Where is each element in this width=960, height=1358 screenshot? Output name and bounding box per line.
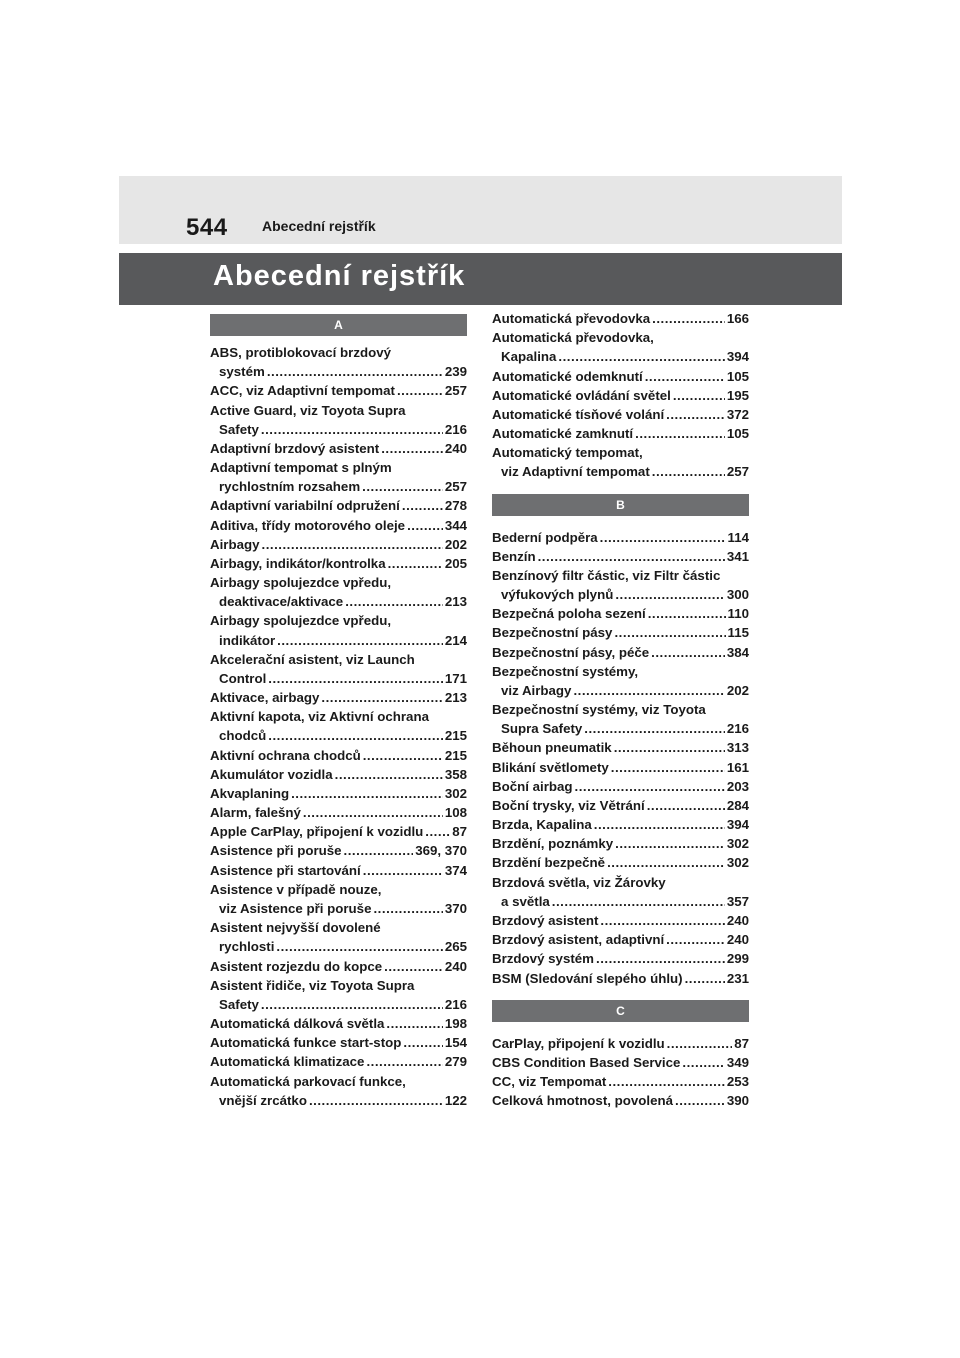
dot-leader [291, 784, 443, 803]
page-reference: 257 [444, 383, 467, 399]
index-term: Bederní podpěra [492, 529, 598, 545]
dot-leader [397, 381, 443, 400]
page-reference: 108 [444, 805, 467, 821]
dot-leader [584, 719, 725, 738]
dot-leader [596, 949, 725, 968]
index-entry [492, 528, 749, 547]
index-term: Asistence při startování [210, 862, 361, 878]
index-entry [210, 381, 467, 400]
letter-header-a: A [210, 314, 467, 336]
page-reference: 358 [444, 766, 467, 782]
index-term: Boční airbag [492, 778, 573, 794]
page-reference: 394 [726, 817, 749, 833]
page-reference: 390 [726, 1093, 749, 1109]
page-reference: 202 [444, 536, 467, 552]
index-entry [492, 969, 749, 988]
dot-leader [425, 822, 450, 841]
page-reference: 349 [726, 1054, 749, 1070]
dot-leader [607, 853, 725, 872]
page-reference: 122 [444, 1092, 467, 1108]
dot-leader [335, 765, 443, 784]
index-entry [210, 803, 467, 822]
dot-leader [552, 892, 725, 911]
page-reference: 105 [726, 368, 749, 384]
page-reference: 299 [726, 951, 749, 967]
index-term: Bezpečnostní pásy [492, 625, 613, 641]
page-reference: 215 [444, 747, 467, 763]
index-entry [492, 623, 749, 642]
index-entry [210, 880, 467, 918]
index-term: Akcelerační asistent, viz Launch [210, 651, 415, 667]
index-subterm: deaktivace/aktivace [219, 594, 344, 610]
index-entry [492, 873, 749, 911]
dot-leader [666, 405, 725, 424]
index-entry [210, 401, 467, 439]
index-term: Automatické tísňové volání [492, 406, 665, 422]
index-column-left [210, 318, 467, 1110]
index-term: BSM (Sledování slepého úhlu) [492, 970, 683, 986]
dot-leader [651, 643, 725, 662]
page-reference: 278 [444, 498, 467, 514]
index-term: Benzín [492, 548, 536, 564]
index-entry [492, 443, 749, 481]
index-entry [492, 662, 749, 700]
index-subterm: rychlostním rozsahem [219, 479, 361, 495]
index-entry [210, 439, 467, 458]
page-reference: 198 [444, 1016, 467, 1032]
index-term: Brzdový systém [492, 951, 594, 967]
dot-leader [321, 688, 442, 707]
index-term: Asistence v případě nouze, [210, 881, 382, 897]
index-entry [492, 405, 749, 424]
index-subterm: rychlosti [219, 939, 275, 955]
dot-leader [261, 995, 443, 1014]
index-term: Brzdění, poznámky [492, 836, 614, 852]
index-term: Bezpečnostní pásy, péče [492, 644, 650, 660]
page-reference: 253 [726, 1074, 749, 1090]
index-term: Asistent nejvyšší dovolené [210, 920, 381, 936]
index-subterm: indikátor [219, 632, 276, 648]
dot-leader [262, 535, 443, 554]
index-entry [210, 918, 467, 956]
index-term: Brzdová světla, viz Žárovky [492, 874, 666, 890]
index-term: Boční trysky, viz Větrání [492, 797, 645, 813]
index-term: Adaptivní variabilní odpružení [210, 498, 400, 514]
index-term: Adaptivní brzdový asistent [210, 440, 380, 456]
dot-leader [645, 367, 725, 386]
index-term: Automatická převodovka, [492, 330, 654, 346]
index-entry [210, 746, 467, 765]
page-number: 544 [186, 214, 228, 241]
page-reference: 87 [452, 824, 467, 840]
dot-leader [614, 738, 725, 757]
index-entry [210, 822, 467, 841]
dot-leader [403, 1033, 442, 1052]
index-entry [210, 650, 467, 688]
page-reference: 344 [444, 517, 467, 533]
index-entry [210, 535, 467, 554]
page-reference: 203 [726, 778, 749, 794]
index-entry [492, 796, 749, 815]
index-entry [492, 815, 749, 834]
index-term: Benzínový filtr částic, viz Filtr částic [492, 567, 721, 583]
index-entry [492, 424, 749, 443]
index-entry [210, 765, 467, 784]
index-term: Adaptivní tempomat s plným [210, 460, 392, 476]
index-entry [210, 554, 467, 573]
index-term: Automatické ovládání světel [492, 387, 671, 403]
page-reference: 105 [726, 426, 749, 442]
page-reference: 154 [444, 1035, 467, 1051]
index-term: Aktivní kapota, viz Aktivní ochrana [210, 709, 429, 725]
index-term: ABS, protiblokovací brzdový [210, 345, 392, 360]
index-term: Alarm, falešný [210, 805, 301, 821]
index-entry [210, 707, 467, 745]
dot-leader [648, 604, 726, 623]
dot-leader [268, 669, 443, 688]
page-reference: 374 [444, 862, 467, 878]
index-term: Apple CarPlay, připojení k vozidlu [210, 824, 424, 840]
index-entry [210, 1052, 467, 1071]
index-term: Asistent řidiče, viz Toyota Supra [210, 977, 415, 993]
page-reference: 216 [444, 421, 467, 437]
page-reference: 240 [444, 440, 467, 456]
dot-leader [614, 623, 725, 642]
dot-leader [373, 899, 442, 918]
index-list-a [210, 343, 467, 1110]
dot-leader [600, 911, 724, 930]
index-term: Automatická dálková světla [210, 1016, 385, 1032]
index-entry [492, 1072, 749, 1091]
page-reference: 240 [726, 912, 749, 928]
letter-header-b: B [492, 494, 749, 516]
index-list-c [492, 1034, 749, 1111]
index-entry [492, 1034, 749, 1053]
index-list-a-continued [492, 309, 749, 482]
page-reference: 341 [726, 548, 749, 564]
dot-leader [608, 1072, 725, 1091]
index-term: Brzdění bezpečně [492, 855, 606, 871]
index-term: CBS Condition Based Service [492, 1054, 681, 1070]
page-reference: 369, 370 [415, 843, 467, 859]
index-subterm: viz Adaptivní tempomat [501, 464, 650, 480]
dot-leader [673, 386, 725, 405]
dot-leader [647, 796, 725, 815]
running-title: Abecední rejstřík [262, 218, 376, 234]
dot-leader [682, 1053, 724, 1072]
index-term: Aktivní ochrana chodců [210, 747, 361, 763]
index-entry [210, 611, 467, 649]
dot-leader [652, 309, 725, 328]
index-entry [492, 547, 749, 566]
index-subterm: systém [219, 364, 265, 380]
index-term: Celková hmotnost, povolená [492, 1093, 674, 1109]
index-entry [492, 604, 749, 623]
index-term: Automatická parkovací funkce, [210, 1073, 406, 1089]
index-entry [492, 566, 749, 604]
index-term: Akvaplaning [210, 785, 290, 801]
page-reference: 87 [734, 1035, 749, 1051]
page-reference: 216 [726, 721, 749, 737]
index-subterm: viz Airbagy [501, 682, 572, 698]
letter-header-c: C [492, 1000, 749, 1022]
dot-leader [345, 592, 443, 611]
page-reference: 205 [444, 555, 467, 571]
page-reference: 384 [726, 644, 749, 660]
index-entry [492, 309, 749, 328]
index-entry [492, 834, 749, 853]
dot-leader [366, 1052, 442, 1071]
dot-leader [667, 1034, 733, 1053]
index-entry [492, 367, 749, 386]
page-reference: 302 [444, 785, 467, 801]
index-entry [210, 1033, 467, 1052]
dot-leader [573, 681, 724, 700]
page-reference: 357 [726, 893, 749, 909]
index-subterm: a světla [501, 893, 550, 909]
index-term: Automatické zamknutí [492, 426, 634, 442]
index-entry [492, 328, 749, 366]
index-entry [210, 688, 467, 707]
page-reference: 239 [444, 364, 467, 380]
index-term: Automatický tempomat, [492, 445, 643, 461]
page-title: Abecední rejstřík [213, 260, 466, 292]
index-term: Asistent rozjezdu do kopce [210, 958, 383, 974]
index-entry [492, 386, 749, 405]
dot-leader [381, 439, 443, 458]
index-term: Brzdový asistent [492, 912, 599, 928]
index-entry [210, 516, 467, 535]
dot-leader [363, 746, 443, 765]
index-term: ACC, viz Adaptivní tempomat [210, 383, 395, 399]
dot-leader [685, 969, 725, 988]
index-column-right [492, 309, 749, 1110]
page-reference: 214 [444, 632, 467, 648]
dot-leader [384, 957, 443, 976]
index-entry [210, 841, 467, 860]
dot-leader [615, 834, 725, 853]
dot-leader [594, 815, 725, 834]
page-reference: 231 [726, 970, 749, 986]
index-term: Blikání světlomety [492, 759, 609, 775]
dot-leader [309, 1091, 443, 1110]
index-entry [492, 930, 749, 949]
index-entry [210, 784, 467, 803]
index-term: Automatická funkce start-stop [210, 1035, 402, 1051]
index-entry [210, 343, 467, 381]
dot-leader [558, 347, 724, 366]
index-subterm: Safety [219, 421, 259, 437]
index-subterm: Supra Safety [501, 721, 583, 737]
dot-leader [675, 1091, 725, 1110]
index-entry [492, 1091, 749, 1110]
dot-leader [267, 362, 443, 381]
dot-leader [261, 420, 443, 439]
dot-leader [635, 424, 725, 443]
index-term: CC, viz Tempomat [492, 1074, 607, 1090]
index-entry [492, 853, 749, 872]
page-reference: 166 [726, 311, 749, 326]
dot-leader [575, 777, 725, 796]
page-reference: 240 [444, 958, 467, 974]
page-reference: 372 [726, 406, 749, 422]
page-reference: 202 [726, 682, 749, 698]
dot-leader [666, 930, 725, 949]
index-entry [210, 573, 467, 611]
dot-leader [615, 585, 724, 604]
index-entry [210, 1072, 467, 1110]
page-reference: 215 [444, 728, 467, 744]
index-entry [492, 643, 749, 662]
dot-leader [362, 477, 443, 496]
index-entry [210, 976, 467, 1014]
index-term: Airbagy, indikátor/kontrolka [210, 555, 386, 571]
index-entry [492, 738, 749, 757]
page-reference: 257 [726, 464, 749, 480]
index-term: Běhoun pneumatik [492, 740, 612, 756]
index-term: Aktivace, airbagy [210, 690, 320, 706]
index-subterm: výfukových plynů [501, 587, 614, 603]
index-entry [492, 777, 749, 796]
dot-leader [303, 803, 443, 822]
page-reference: 394 [726, 349, 749, 365]
index-term: Active Guard, viz Toyota Supra [210, 402, 406, 418]
page-reference: 115 [727, 625, 749, 641]
index-term: Bezpečnostní systémy, [492, 663, 639, 679]
dot-leader [407, 516, 443, 535]
dot-leader [386, 1014, 442, 1033]
index-entry [210, 496, 467, 515]
index-entry [492, 758, 749, 777]
page-reference: 257 [444, 479, 467, 495]
dot-leader [363, 861, 443, 880]
page-reference: 313 [726, 740, 749, 756]
dot-leader [652, 462, 725, 481]
index-term: Akumulátor vozidla [210, 766, 333, 782]
index-subterm: Safety [219, 996, 259, 1012]
page-reference: 195 [726, 387, 749, 403]
index-entry [492, 911, 749, 930]
index-entry [492, 1053, 749, 1072]
index-term: Brzda, Kapalina [492, 817, 592, 833]
dot-leader [344, 841, 414, 860]
index-entry [210, 1014, 467, 1033]
dot-leader [402, 496, 443, 515]
index-term: Automatické odemknutí [492, 368, 643, 384]
index-term: Bezpečnostní systémy, viz Toyota [492, 702, 706, 718]
page-reference: 213 [444, 594, 467, 610]
page-reference: 284 [726, 797, 749, 813]
page-reference: 240 [726, 932, 749, 948]
index-term: CarPlay, připojení k vozidlu [492, 1035, 665, 1051]
page-reference: 213 [444, 690, 467, 706]
dot-leader [600, 528, 726, 547]
index-list-b [492, 528, 749, 988]
index-term: Automatická převodovka [492, 311, 651, 326]
page-reference: 171 [444, 670, 467, 686]
index-term: Asistence při poruše [210, 843, 342, 859]
index-subterm: chodců [219, 728, 267, 744]
page-reference: 114 [727, 529, 749, 545]
index-entry [210, 957, 467, 976]
dot-leader [388, 554, 443, 573]
index-term: Aditiva, třídy motorového oleje [210, 517, 406, 533]
page-reference: 265 [444, 939, 467, 955]
index-term: Airbagy spolujezdce vpředu, [210, 575, 392, 591]
dot-leader [538, 547, 725, 566]
index-entry [210, 458, 467, 496]
index-term: Automatická klimatizace [210, 1054, 365, 1070]
index-subterm: vnější zrcátko [219, 1092, 307, 1108]
page-reference: 300 [726, 587, 749, 603]
page-reference: 302 [726, 855, 749, 871]
page-reference: 279 [444, 1054, 467, 1070]
page-reference: 110 [727, 606, 749, 622]
page-reference: 161 [726, 759, 749, 775]
index-entry [492, 949, 749, 968]
index-subterm: viz Asistence při poruše [219, 900, 372, 916]
index-term: Airbagy [210, 536, 260, 552]
index-subterm: Kapalina [501, 349, 557, 365]
index-entry [210, 861, 467, 880]
index-term: Bezpečná poloha sezení [492, 606, 646, 622]
page-reference: 302 [726, 836, 749, 852]
index-entry [492, 700, 749, 738]
index-term: Brzdový asistent, adaptivní [492, 932, 665, 948]
dot-leader [611, 758, 725, 777]
page-reference: 216 [444, 996, 467, 1012]
index-term: Airbagy spolujezdce vpředu, [210, 613, 392, 629]
dot-leader [268, 726, 443, 745]
dot-leader [277, 631, 443, 650]
dot-leader [276, 937, 442, 956]
index-subterm: Control [219, 670, 267, 686]
page-reference: 370 [444, 900, 467, 916]
